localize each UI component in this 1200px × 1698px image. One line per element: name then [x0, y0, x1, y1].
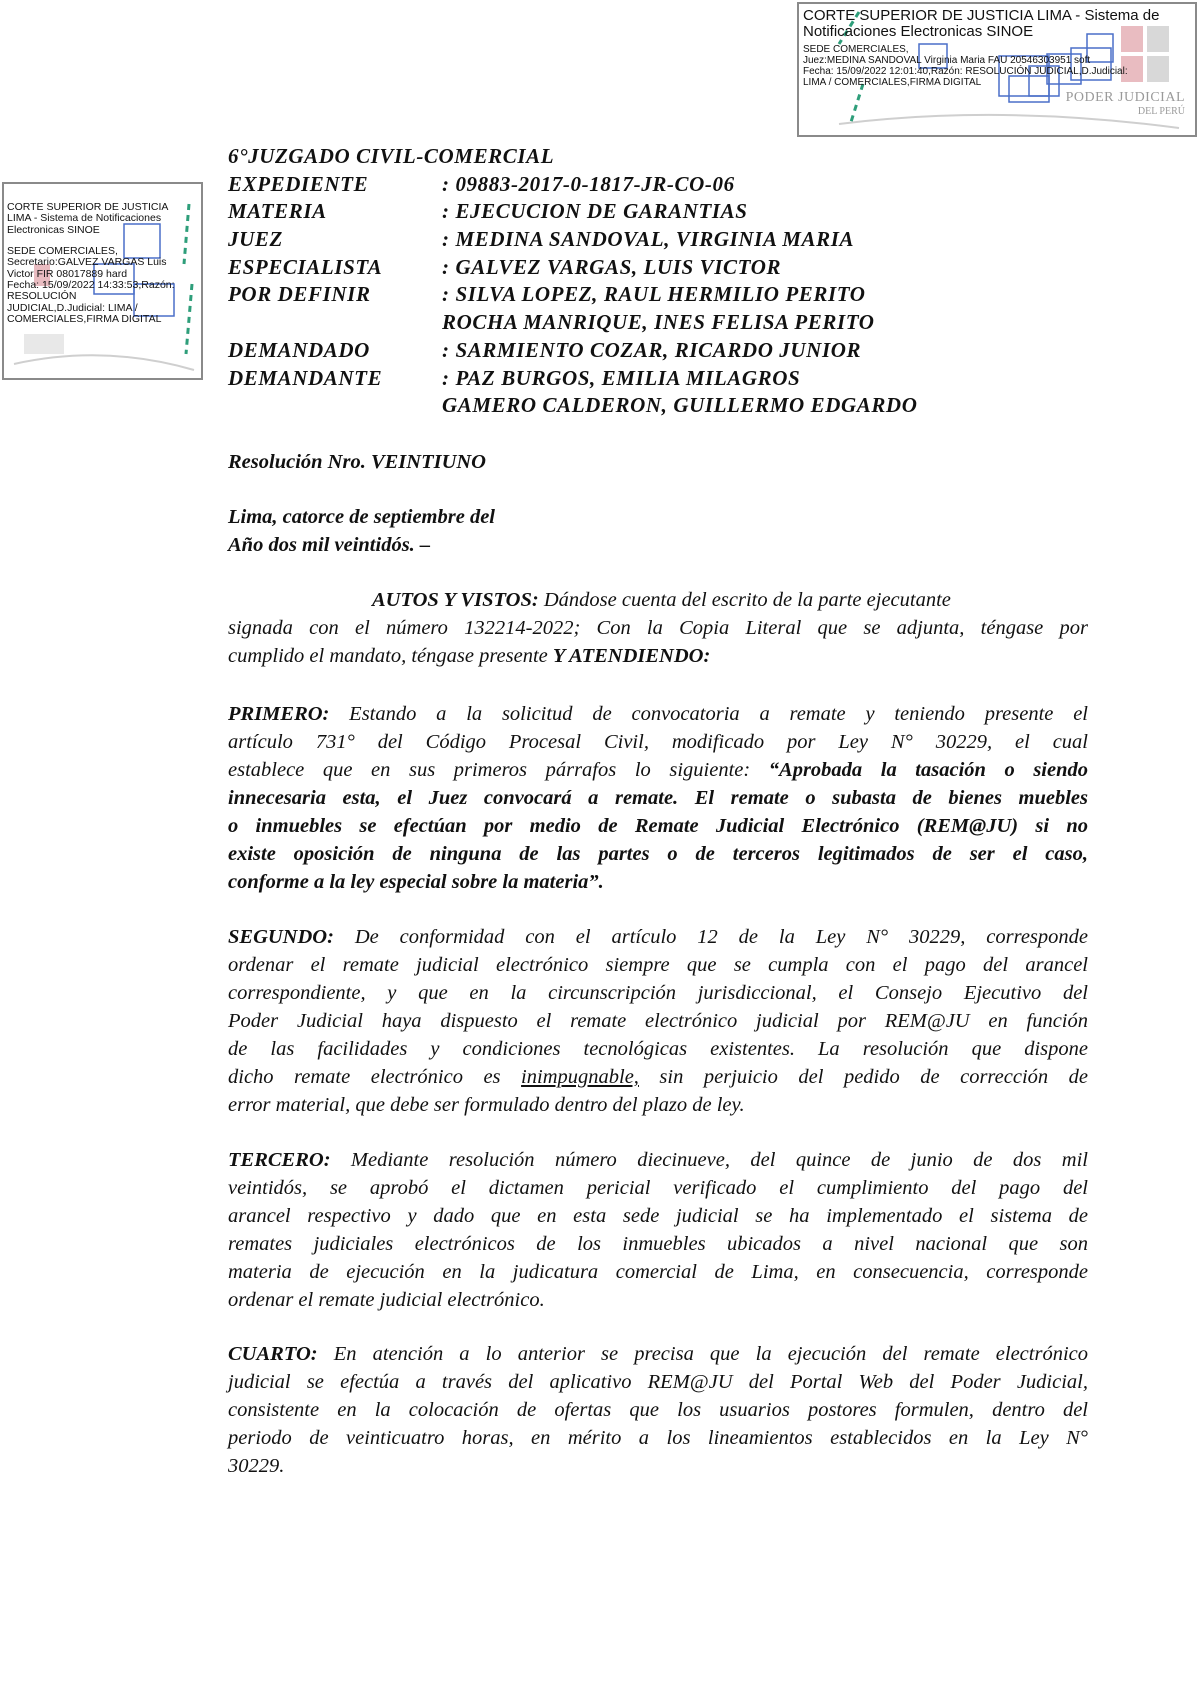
stamp-title: CORTE SUPERIOR DE JUSTICIA LIMA - Sistema de Notificaciones Electronicas SINOE — [803, 7, 1160, 41]
case-header — [228, 143, 917, 420]
stamp-line: COMERCIALES,FIRMA DIGITAL — [7, 312, 162, 325]
header-row-continuation: GAMERO CALDERON, GUILLERMO EDGARDO — [442, 393, 918, 418]
stamp-line: LIMA / COMERCIALES,FIRMA DIGITAL — [803, 76, 982, 88]
autos-y-vistos-paragraph: AUTOS Y VISTOS: Dándose cuenta del escrito de la parte ejecutante signada con el número 132214-2022; Con la Copia Literal que se adjunta, téngase por cumplido el mandato, téngase presente Y ATENDIENDO: — [228, 589, 1088, 667]
stamp-title-line: CORTE SUPERIOR DE JUSTICIA — [7, 201, 169, 213]
header-row-especialista: ESPECIALISTA : GALVEZ VARGAS, LUIS VICTOR — [228, 254, 782, 279]
header-row-demandado: DEMANDADO : SARMIENTO COZAR, RICARDO JUNIOR — [228, 337, 862, 362]
poder-judicial-logo: PODER JUDICIAL DEL PERÚ — [1065, 90, 1185, 117]
tercero-paragraph: TERCERO: Mediante resolución número diecinueve, del quince de junio de dos mil veintidós, se aprobó el dictamen pericial verificado el cumplimiento del pago del arancel respectivo y dado que en esta sede judicial se ha implementado el sistema de remates judiciales electrónicos de los inmuebles ubicados a nivel nacional que son materia de ejecución en la judicatura comercial de Lima, en consecuencia, corresponde ordenar el remate judicial electrónico. — [228, 1149, 1088, 1311]
header-row-continuation: ROCHA MANRIQUE, INES FELISA PERITO — [442, 310, 875, 335]
court-name: 6°JUZGADO CIVIL-COMERCIAL — [228, 144, 555, 168]
primero-paragraph: PRIMERO: Estando a la solicitud de convocatoria a remate y teniendo presente el artículo 731° del Código Procesal Civil, modificado por Ley N° 30229, el cual establece que en sus primeros párrafos lo siguiente: “Aprobada la tasación o siendo innecesaria esta, el Juez convocará a remate. El remate o subasta de bienes muebles o inmuebles se efectúan por medio de Remate Judicial Electrónico (REM@JU) si no existe oposición de ninguna de las partes o de terceros legitimados de ser el caso, conforme a la ley especial sobre la materia”. — [228, 703, 1089, 893]
segundo-paragraph: SEGUNDO: De conformidad con el artículo 12 de la Ley N° 30229, corresponde ordenar el remate judicial electrónico siempre que se cumpla con el pago del arancel correspondiente, y que en la circunscripción jurisdiccional, el Consejo Ejecutivo del Poder Judicial haya dispuesto el remate electrónico judicial por REM@JU en función de las facilidades y condiciones tecnológicas existentes. La resolución que dispone dicho remate electrónico es inimpugnable, sin perjuicio del pedido de corrección de error material, que debe ser formulado dentro del plazo de ley. — [228, 926, 1088, 1116]
stamp-line: JUDICIAL,D.Judicial: LIMA / — [7, 301, 138, 314]
stamp-title-line: Electronicas SINOE — [7, 223, 100, 236]
header-row-por-definir: POR DEFINIR : SILVA LOPEZ, RAUL HERMILIO PERITO — [228, 282, 866, 307]
header-row-demandante: DEMANDANTE : PAZ BURGOS, EMILIA MILAGROS — [228, 365, 801, 390]
stamp-line: SEDE COMERCIALES, — [803, 44, 909, 56]
header-row-juez: JUEZ : MEDINA SANDOVAL, VIRGINIA MARIA — [228, 227, 855, 252]
resolution-number: Resolución Nro. VEINTIUNO — [228, 451, 486, 473]
signature-stamp-secretary — [2, 182, 203, 380]
resolution-date: Lima, catorce de septiembre del Año dos mil veintidós. – — [228, 506, 495, 556]
signature-stamp-judge — [797, 2, 1197, 137]
stamp-line: Fecha: 15/09/2022 14:33:53,Razón: — [7, 278, 175, 291]
cuarto-paragraph: CUARTO: En atención a lo anterior se precisa que la ejecución del remate electrónico judicial se efectúa a través del aplicativo REM@JU del Portal Web del Poder Judicial, consistente en la colocación de ofertas que los usuarios postores formulen, dentro del periodo de veinticuatro horas, en mérito a los lineamientos establecidos en la Ley N° 30229. — [228, 1343, 1088, 1477]
stamp-line: RESOLUCIÓN — [7, 290, 77, 303]
stamp-line: SEDE COMERCIALES, — [7, 244, 118, 257]
header-row-materia: MATERIA : EJECUCION DE GARANTIAS — [228, 199, 748, 224]
stamp-line: Secretario:GALVEZ VARGAS Luis — [7, 256, 167, 269]
stamp-line: Victor FIR 08017889 hard — [7, 267, 128, 280]
stamp-title-line: LIMA - Sistema de Notificaciones — [7, 212, 162, 225]
header-row-expediente: EXPEDIENTE : 09883-2017-0-1817-JR-CO-06 — [228, 171, 735, 196]
stamp-line: Juez:MEDINA SANDOVAL Virginia Maria FAU 20546303951 soft — [803, 55, 1091, 67]
stamp-line: Fecha: 15/09/2022 12:01:40,Razón: RESOLUCIÓN JUDICIAL,D.Judicial: — [803, 65, 1128, 77]
